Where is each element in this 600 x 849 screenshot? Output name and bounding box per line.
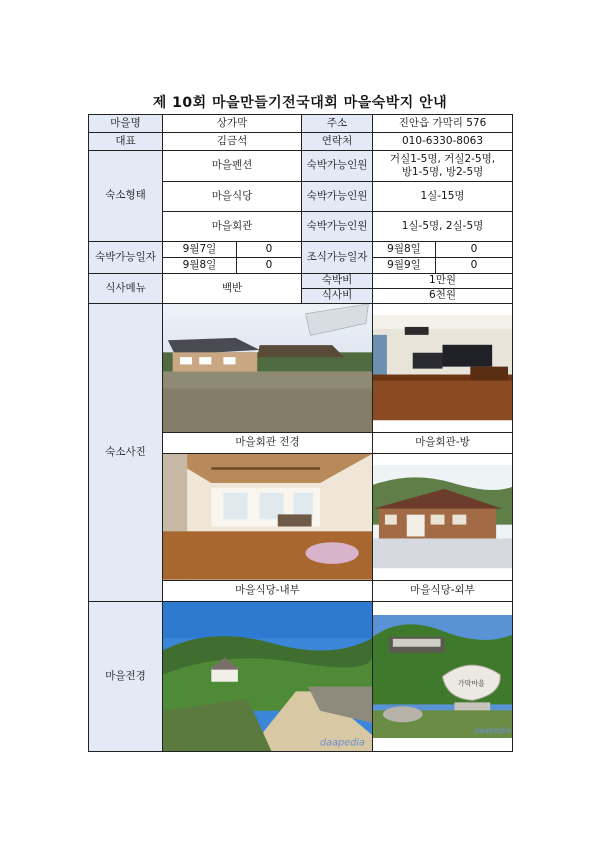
village-road-image xyxy=(163,602,372,752)
capacity-label: 숙박가능인원 xyxy=(302,182,373,212)
village-stone-image xyxy=(373,615,512,738)
stay-date-value: 0 xyxy=(237,242,302,258)
capacity-value-pension: 거실1-5명, 거실2-5명, 방1-5명, 방2-5명 xyxy=(373,151,513,182)
representative-value: 김금석 xyxy=(163,133,302,151)
stay-date-value: 0 xyxy=(237,258,302,274)
contact-label: 연락처 xyxy=(302,133,373,151)
restaurant-interior-image xyxy=(163,454,372,580)
hall-room-image xyxy=(373,315,512,420)
breakfast-date: 9월8일 xyxy=(373,242,436,258)
photo-caption: 마을식당-내부 xyxy=(163,580,373,601)
lodging-photos-label: 숙소사진 xyxy=(89,304,163,602)
photo-caption: 마을회관 전경 xyxy=(163,433,373,454)
capacity-label: 숙박가능인원 xyxy=(302,212,373,242)
watermark: daapedia xyxy=(320,737,365,749)
contact-value: 010-6330-8063 xyxy=(373,133,513,151)
breakfast-dates-label: 조식가능일자 xyxy=(302,242,373,274)
stay-date: 9월8일 xyxy=(163,258,237,274)
photo-village-road xyxy=(163,601,373,752)
village-view-label: 마을전경 xyxy=(89,601,163,752)
address-value: 진안읍 가막리 576 xyxy=(373,115,513,133)
meal-menu-label: 식사메뉴 xyxy=(89,274,163,304)
breakfast-date-value: 0 xyxy=(436,258,513,274)
village-name-value: 상가막 xyxy=(163,115,302,133)
address-label: 주소 xyxy=(302,115,373,133)
page-title: 제 10회 마을만들기전국대회 마을숙박지 안내 xyxy=(152,95,448,111)
photo-caption: 마을식당-외부 xyxy=(373,580,513,601)
capacity-value-restaurant: 1실-15명 xyxy=(373,182,513,212)
photo-hall-room xyxy=(373,304,513,433)
lodging-fee-value: 1만원 xyxy=(373,274,513,289)
village-info-table xyxy=(88,114,513,752)
village-name-label: 마을명 xyxy=(89,115,163,133)
stone-inscription: 가막마을 xyxy=(457,679,485,688)
meal-fee-value: 6천원 xyxy=(373,289,513,304)
breakfast-date-value: 0 xyxy=(436,242,513,258)
lodging-type-pension: 마을펜션 xyxy=(163,151,302,182)
photo-restaurant-interior xyxy=(163,454,373,581)
photo-village-stone xyxy=(373,601,513,752)
lodging-fee-label: 숙박비 xyxy=(302,274,373,289)
lodging-type-hall: 마을회관 xyxy=(163,212,302,242)
watermark: daapedia xyxy=(474,726,512,736)
representative-label: 대표 xyxy=(89,133,163,151)
meal-menu-value: 백반 xyxy=(163,274,302,304)
lodging-type-label: 숙소형태 xyxy=(89,151,163,242)
restaurant-exterior-image xyxy=(373,465,512,568)
stay-dates-label: 숙박가능일자 xyxy=(89,242,163,274)
meal-fee-label: 식사비 xyxy=(302,289,373,304)
capacity-value-hall: 1실-5명, 2실-5명 xyxy=(373,212,513,242)
hall-exterior-image xyxy=(163,304,372,432)
breakfast-date: 9월9일 xyxy=(373,258,436,274)
photo-hall-exterior xyxy=(163,304,373,433)
photo-caption: 마을회관-방 xyxy=(373,433,513,454)
lodging-type-restaurant: 마을식당 xyxy=(163,182,302,212)
photo-restaurant-exterior xyxy=(373,454,513,581)
stay-date: 9월7일 xyxy=(163,242,237,258)
capacity-label: 숙박가능인원 xyxy=(302,151,373,182)
